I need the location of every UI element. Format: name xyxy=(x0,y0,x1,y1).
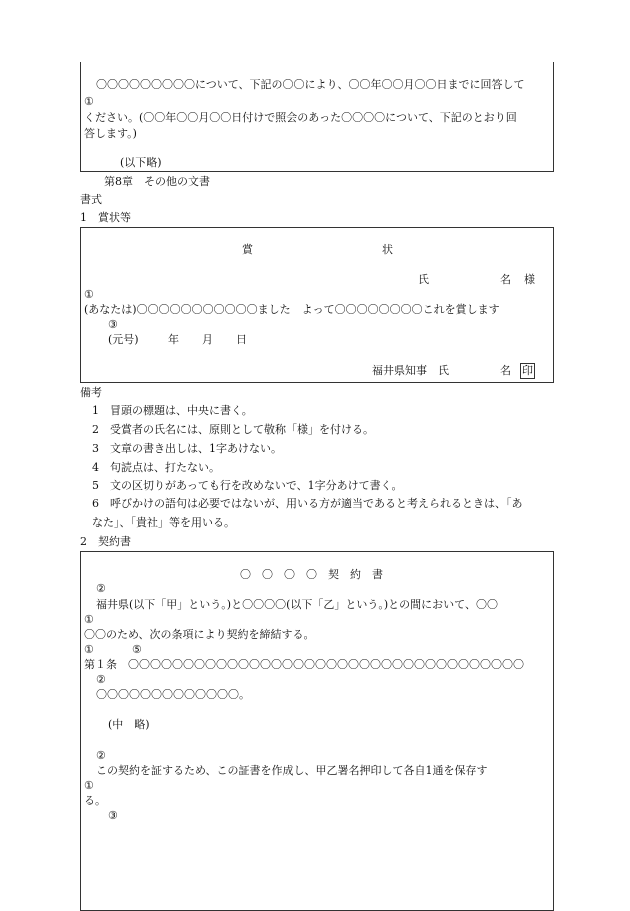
recipient-honorific: 様 xyxy=(524,273,535,286)
contract-omitted: (中 略) xyxy=(108,718,150,731)
note-item: 5 文の区切りがあっても行を改めないで、1字分あけて書く。 xyxy=(92,479,403,492)
award-issuer-mei: 名 xyxy=(500,364,511,377)
contract-closing: この契約を証するため、この証書を作成し、甲乙署名押印して各自1通を保存す xyxy=(96,764,488,777)
award-body: (あなたは)〇〇〇〇〇〇〇〇〇〇〇ました よって〇〇〇〇〇〇〇〇これを賞します xyxy=(84,303,500,316)
note-item: 4 句読点は、打たない。 xyxy=(92,461,220,474)
note-item: 3 文章の書き出しは、1字あけない。 xyxy=(92,442,282,455)
contract-line-1: 福井県(以下「甲」という。)と〇〇〇〇(以下「乙」という。)との間において、〇〇 xyxy=(96,598,498,611)
section2-heading: 2 契約書 xyxy=(80,535,131,548)
reply-line-3: 答します。) xyxy=(84,127,137,140)
reply-omitted: (以下略) xyxy=(120,156,162,169)
section1-heading: 1 賞状等 xyxy=(80,211,131,224)
contract-mark-2c: ② xyxy=(96,749,106,762)
contract-mark-2a: ② xyxy=(96,582,106,595)
contract-line-2: 〇〇のため、次の条項により契約を締結する。 xyxy=(84,628,315,641)
contract-article-1-cont: 〇〇〇〇〇〇〇〇〇〇〇〇〇。 xyxy=(96,688,250,701)
contract-closing-end: る。 xyxy=(84,794,106,807)
reply-line-1: 〇〇〇〇〇〇〇〇〇について、下記の〇〇により、〇〇年〇〇月〇〇日までに回答して xyxy=(96,78,525,91)
contract-mark-5: ⑤ xyxy=(132,643,142,656)
award-issuer: 福井県知事 氏 xyxy=(372,364,449,377)
seal-stamp: 印 xyxy=(522,364,533,377)
note-item: 2 受賞者の氏名には、原則として敬称「様」を付ける。 xyxy=(92,423,374,436)
award-mark-3: ③ xyxy=(108,318,118,331)
award-mark-1: ① xyxy=(84,288,94,301)
note-item: 6 呼びかけの語句は必要ではないが、用いる方が適当であると考えられるときは、「あ xyxy=(92,497,523,510)
award-date-month: 月 xyxy=(202,333,213,346)
contract-mark-1c: ① xyxy=(84,779,94,792)
note-item: 1 冒頭の標題は、中央に書く。 xyxy=(92,404,253,417)
contract-mark-2b: ② xyxy=(96,673,106,686)
award-date-year: 年 xyxy=(168,333,179,346)
chapter-heading: 第8章 その他の文書 xyxy=(104,175,210,188)
award-date-era: (元号) xyxy=(108,333,139,346)
award-title-left: 賞 xyxy=(242,243,253,256)
format-label: 書式 xyxy=(80,193,102,206)
contract-mark-1b: ① xyxy=(84,643,94,656)
contract-title: 〇 〇 〇 〇 契 約 書 xyxy=(240,568,383,581)
contract-mark-3: ③ xyxy=(108,809,118,822)
award-title-right: 状 xyxy=(382,243,393,256)
recipient-name-label: 氏 xyxy=(418,273,429,286)
reply-line-2: ください。(〇〇年〇〇月〇〇日付けで照会のあった〇〇〇〇について、下記のとおり回 xyxy=(84,111,517,124)
reply-mark-1: ① xyxy=(84,95,94,108)
award-date-day: 日 xyxy=(236,333,247,346)
recipient-mei-label: 名 xyxy=(500,273,511,286)
notes-heading: 備考 xyxy=(80,386,102,399)
contract-mark-1a: ① xyxy=(84,613,94,626)
note-item-continuation: なた」、「貴社」等を用いる。 xyxy=(92,516,235,529)
contract-article-1: 第１条 〇〇〇〇〇〇〇〇〇〇〇〇〇〇〇〇〇〇〇〇〇〇〇〇〇〇〇〇〇〇〇〇〇〇〇〇 xyxy=(84,658,524,671)
